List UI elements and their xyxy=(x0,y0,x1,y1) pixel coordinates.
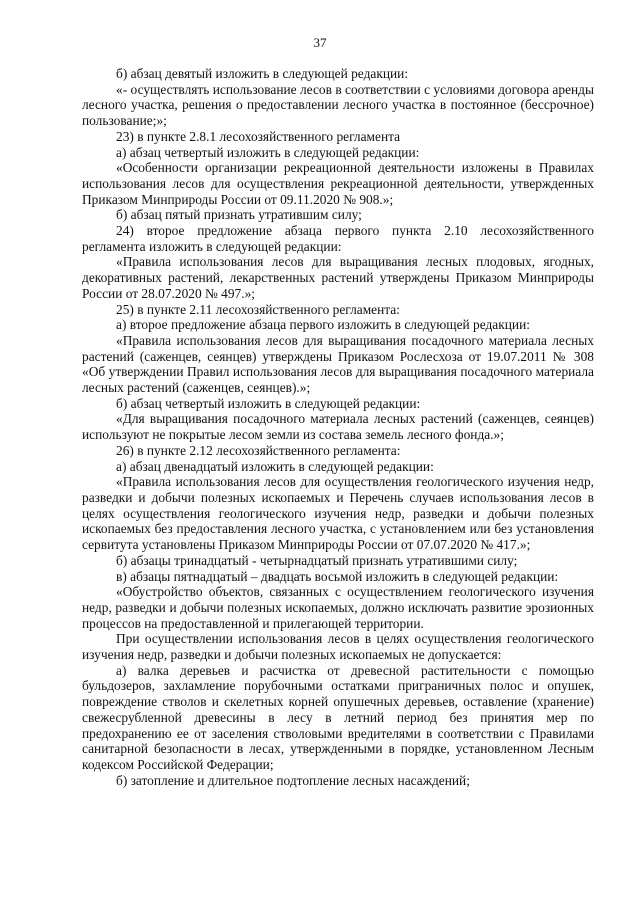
paragraph: б) абзац пятый признать утратившим силу; xyxy=(116,207,362,223)
paragraph: б) абзацы тринадцатый - четырнадцатый признать утратившими силу; xyxy=(116,552,518,568)
paragraph: При осуществлении использования лесов в целях осуществления геологического изучения недр, разведки и добычи полезных ископаемых не допускается: xyxy=(82,631,594,663)
page-number: 37 xyxy=(313,35,327,50)
paragraph: 23) в пункте 2.8.1 лесохозяйственного регламента xyxy=(116,128,401,144)
paragraph: 25) в пункте 2.11 лесохозяйственного регламента: xyxy=(116,301,400,317)
paragraph: 26) в пункте 2.12 лесохозяйственного регламента: xyxy=(116,442,401,458)
paragraph: а) абзац четвертый изложить в следующей редакции: xyxy=(116,144,420,160)
document-body xyxy=(82,66,594,788)
paragraph: «Правила использования лесов для осуществления геологического изучения недр, разведки и добычи полезных ископаемых и Перечень случаев использования лесов в целях осуществления геологического изучения недр, разведки и добычи полезных ископаемых без предоставления лесного участка, с установлением или без установления сервитута установлены Приказом Минприроды России от 07.07.2020 № 417.»; xyxy=(82,474,594,553)
paragraph: б) абзац девятый изложить в следующей редакции: xyxy=(116,66,409,81)
paragraph: 24) второе предложение абзаца первого пункта 2.10 лесохозяйственного регламента изложить в следующей редакции: xyxy=(82,223,594,254)
paragraph: «Правила использования лесов для выращивания посадочного материала лесных растений (саженцев, сеянцев) утверждены Приказом Рослесхоза от 19.07.2011 № 308 «Об утверждении Правил использования лесов для выращивания посадочного материала лесных растений (саженцев, сеянцев).»; xyxy=(82,332,594,396)
paragraph: б) затопление и длительное подтопление лесных насаждений; xyxy=(116,772,470,788)
paragraph: «Для выращивания посадочного материала лесных растений (саженцев, сеянцев) используют не покрытые лесом земли из состава земель лесного фонда.»; xyxy=(82,411,594,443)
paragraph: «- осуществлять использование лесов в соответствии с условиями договора аренды лесного участка, решения о предоставлении лесного участка в постоянное (бессрочное) пользование;»; xyxy=(82,81,594,129)
paragraph: а) второе предложение абзаца первого изложить в следующей редакции: xyxy=(116,317,530,333)
paragraph: б) абзац четвертый изложить в следующей редакции: xyxy=(116,395,421,411)
paragraph: в) абзацы пятнадцатый – двадцать восьмой изложить в следующей редакции: xyxy=(116,568,559,584)
paragraph: а) абзац двенадцатый изложить в следующей редакции: xyxy=(116,458,434,474)
paragraph: а) валка деревьев и расчистка от древесной растительности с помощью бульдозеров, захламление порубочными остатками приграничных полос и опушек, повреждение стволов и скелетных корней опушечных деревьев, оставление (хранение) свежесрубленной древесины в лесу в летний период без принятия мер по предохранению ее от заселения стволовыми вредителями в соответствии с Правилами санитарной безопасности в лесах, утвержденными в порядке, установленном Лесным кодексом Российской Федерации; xyxy=(82,662,594,772)
paragraph: «Правила использования лесов для выращивания лесных плодовых, ягодных, декоративных растений, лекарственных растений утверждены Приказом Минприроды России от 28.07.2020 № 497.»; xyxy=(82,254,594,301)
paragraph: «Обустройство объектов, связанных с осуществлением геологического изучения недр, разведки и добычи полезных ископаемых, должно исключать развитие эрозионных процессов на предоставленной и прилегающей территории. xyxy=(82,584,594,631)
paragraph: «Особенности организации рекреационной деятельности изложены в Правилах использования лесов для осуществления рекреационной деятельности, утвержденных Приказом Минприроды России от 09.11.2020 № 908.»; xyxy=(82,160,594,207)
